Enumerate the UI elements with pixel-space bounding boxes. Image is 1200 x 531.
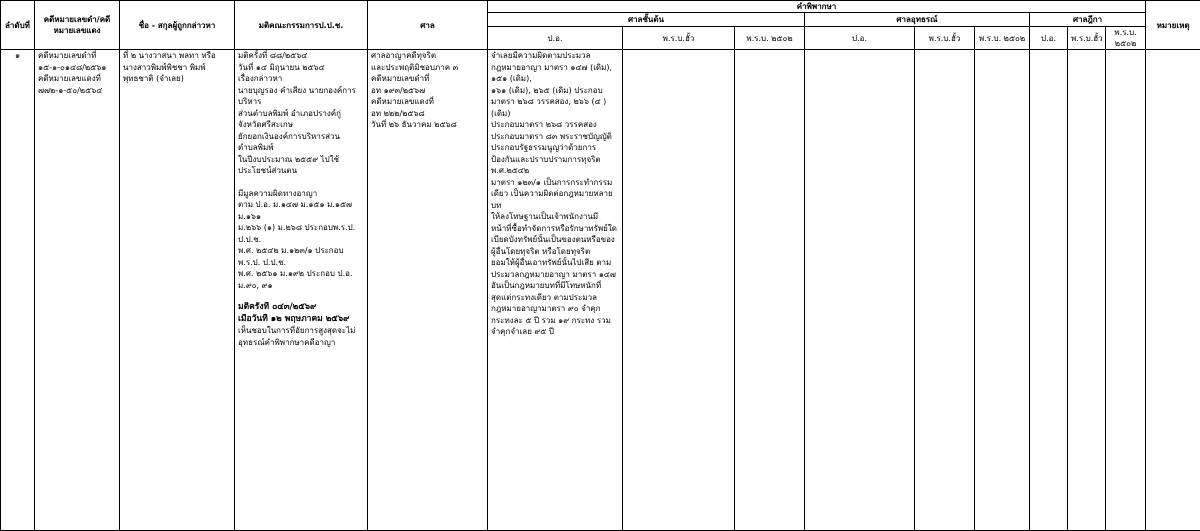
verdict-line: ผู้อื่นโดยทุจริต หรือโดยทุจริต [491,246,591,256]
header-supreme-criminal-code: ป.อ. [1030,27,1068,50]
name-line: นางสาวพิมพ์พิชชา พิมพ์ [123,62,206,72]
resolution-gap [238,177,364,188]
header-first-criminal-code: ป.อ. [488,27,623,50]
court-line: และประพฤติมิชอบภาค ๓ [371,62,459,72]
header-first-act-2502: พ.ร.บ. ๒๕๐๒ [735,27,805,50]
row-verdict-first-instance-act-2502 [735,50,805,531]
resolution-bold-line: มติครั้งที่ ๐๔๓/๒๕๖๙ [238,302,317,312]
verdict-line: เบียดบังทรัพย์นั้นเป็นของตนหรือของ [491,235,615,244]
verdict-line: กฎหมายอาญามาตรา ๙๐ จำคุก [491,304,601,313]
verdict-line: ประกอบรัฐธรรมนูญว่าด้วยการ [491,143,597,152]
verdict-line: ให้ลงโทษฐานเป็นเจ้าพนักงานมี [491,212,599,221]
case-number-line: ๗๗๒-๑-๕๐/๒๕๖๔ [38,85,103,95]
header-name: ชื่อ - สกุลผู้ถูกกล่าวหา [120,1,235,50]
case-number-line: คดีหมายเลขแดงที่ [38,74,101,83]
resolution-gap [238,291,364,302]
court-line: อท ๑๙๓/๒๕๖๗ [371,85,426,95]
verdict-line: เดียว เป็นความผิดต่อกฎหมายหลาย [491,189,613,198]
resolution-line: ป.ป.ช. [238,234,262,244]
verdict-line: กฎหมายอาญา มาตรา ๑๔๗ (เดิม), [491,62,613,72]
verdict-line: พ.ศ.๒๕๔๒ [491,166,530,175]
header-no [1,1,35,50]
court-line: คดีหมายเลขแดงที่ [371,97,434,106]
verdict-line: บท [491,200,502,210]
resolution-line: อุทธรณ์คำพิพากษาคดีอาญา [238,337,336,347]
verdict-line: ประกอบมาตรา ๒๖๘ วรรคสอง [491,120,597,129]
header-appeal: ศาลอุทธรณ์ [805,13,1030,27]
verdict-line: สุดแต่กระทงเดียว ตามประมวล [491,292,597,302]
resolution-line: ส่วนตำบลพิมพ์ อำเภอปรางค์กู่ [238,108,341,118]
verdict-line: จำคุกจำเลย ๙๕ ปี [491,327,554,336]
verdict-line: จำเลยมีความผิดตามประมวล [491,51,591,60]
verdict-line: (เดิม) [491,108,511,118]
header-row-1 [1,1,1200,13]
row-no: ๑ [1,50,35,531]
row-verdict-appeal-act-2502 [975,50,1030,531]
resolution-line: จังหวัดศรีสะเกษ [238,120,293,129]
row-resolution [235,50,368,531]
row-verdict-first-instance-act-fraud [623,50,735,531]
verdict-line: ป้องกันและปราบปรามการทุจริต [491,154,601,164]
verdict-line: ประกอบมาตรา ๘๓ พระราชบัญญัติ [491,131,612,141]
verdict-line: อันเป็นกฎหมายบทที่มีโทษหนักที่ [491,281,602,290]
header-verdict: คำพิพากษา [488,1,1146,13]
row-verdict-supreme-act-2502 [1106,50,1146,531]
resolution-bold-line: เมื่อวันที่ ๑๒ พฤษภาคม ๒๕๖๙ [238,313,350,324]
resolution-line: ม.๑๖๑ [238,211,262,221]
verdict-line: ๑๕๑ (เดิม), [491,74,532,83]
resolution-line: พ.ศ. ๒๕๖๑ ม.๑๙๒ ประกอบ ป.อ. [238,269,353,278]
resolution-line: ประโยชน์ส่วนตน [238,166,298,175]
resolution-line: นายบุญรอง คำเสียง นายกองค์การ [238,85,356,95]
row-case-number [35,50,120,531]
court-line: ศาลอาญาคดีทุจริต [371,51,437,60]
resolution-line: ม.๒๖๖ (๑) ม.๒๖๘ ประกอบพ.ร.ป. [238,223,356,232]
row-remarks [1146,50,1200,531]
verdict-line: มาตรา ๒๖๘ วรรคสอง, ๒๖๖ (๔ ) [491,97,607,106]
table-row [1,50,1200,531]
row-name [120,50,235,531]
row-verdict-appeal-criminal-code [805,50,915,531]
header-no-text: ลำดับที่ [5,20,30,30]
header-remarks: หมายเหตุ [1146,1,1200,50]
verdict-line: มาตรา ๑๒๓/๑ เป็นการกระทำกรรม [491,177,613,187]
row-court [368,50,488,531]
resolution-line: ในปีงบประมาณ ๒๕๕๙ ไปใช้ [238,154,340,164]
header-supreme-act-2502 [1106,27,1146,50]
resolution-line: เรื่องกล่าวหา [238,74,283,83]
verdict-line: ยอมให้ผู้อื่นเอาทรัพย์นั้นไปเสีย ตาม [491,258,612,267]
header-supreme-act-2502-line-2: ๒๕๐๒ [1114,39,1137,48]
header-supreme-act-2502-line-1: พ.ร.บ. [1114,28,1137,37]
court-line: คดีหมายเลขดำที่ [371,74,430,83]
resolution-line: เห็นชอบในการที่อัยการสูงสุดจะไม่ [238,326,356,335]
name-line: ที่ ๒ นางวาสนา พลทา หรือ [123,51,216,60]
row-verdict-supreme-criminal-code [1030,50,1068,531]
row-verdict-first-instance-criminal-code [488,50,623,531]
resolution-line: วันที่ ๑๔ มิถุนายน ๒๕๖๔ [238,62,325,72]
header-appeal-criminal-code: ป.อ. [805,27,915,50]
verdict-line: กระทงละ ๕ ปี รวม ๑๙ กระทง รวม [491,315,611,325]
resolution-line: ยักยอกเงินองค์การบริหารส่วน [238,131,340,141]
header-supreme: ศาลฎีกา [1030,13,1146,27]
court-line: อท ๒๒๒/๒๕๖๘ [371,108,425,118]
header-supreme-act-fraud: พ.ร.บ.ฮั้ว [1068,27,1106,50]
header-appeal-act-fraud: พ.ร.บ.ฮั้ว [915,27,975,50]
header-first-act-fraud: พ.ร.บ.ฮั้ว [623,27,735,50]
resolution-line: ตาม ป.อ. ม.๑๔๗ ม.๑๕๑ ม.๑๕๗ [238,200,353,209]
header-appeal-act-2502: พ.ร.บ. ๒๕๐๒ [975,27,1030,50]
header-court: ศาล [368,1,488,50]
header-first-instance: ศาลชั้นต้น [488,13,805,27]
resolution-line: ตำบลพิมพ์ [238,143,274,152]
verdict-line: ประมวลกฎหมายอาญา มาตรา ๑๔๗ [491,269,616,279]
resolution-line: มีมูลความผิดทางอาญา [238,188,318,198]
resolution-line: พ.ศ. ๒๕๔๒ ม.๑๒๓/๑ ประกอบ [238,246,344,255]
resolution-line: มติครั้งที่ ๘๘/๒๕๖๔ [238,51,308,60]
verdict-line: หน้าที่ซื้อทำจัดการหรือรักษาทรัพย์ใด [491,223,617,233]
case-number-line: คดีหมายเลขดำที่ [38,51,97,60]
header-case-number: คดีหมายเลขดำ/คดีหมายเลขแดง [35,1,120,50]
row-verdict-supreme-act-fraud [1068,50,1106,531]
resolution-line: พ.ร.ป. ป.ป.ช. [238,257,287,267]
case-number-line: ๑๕-๑-๐๑๔๘/๒๕๖๑ [38,62,107,72]
resolution-line: ม.๙๐, ๙๑ [238,280,273,290]
resolution-line: บริหาร [238,97,262,106]
verdict-line: ๑๖๑ (เดิม), ๒๖๕ (เดิม) ประกอบ [491,85,603,95]
row-verdict-appeal-act-fraud [915,50,975,531]
header-resolution: มติคณะกรรมการป.ป.ช. [235,1,368,50]
court-line: วันที่ ๒๖ ธันวาคม ๒๕๖๘ [371,120,457,129]
name-line: พุทธชาติ (จำเลย) [123,74,184,83]
